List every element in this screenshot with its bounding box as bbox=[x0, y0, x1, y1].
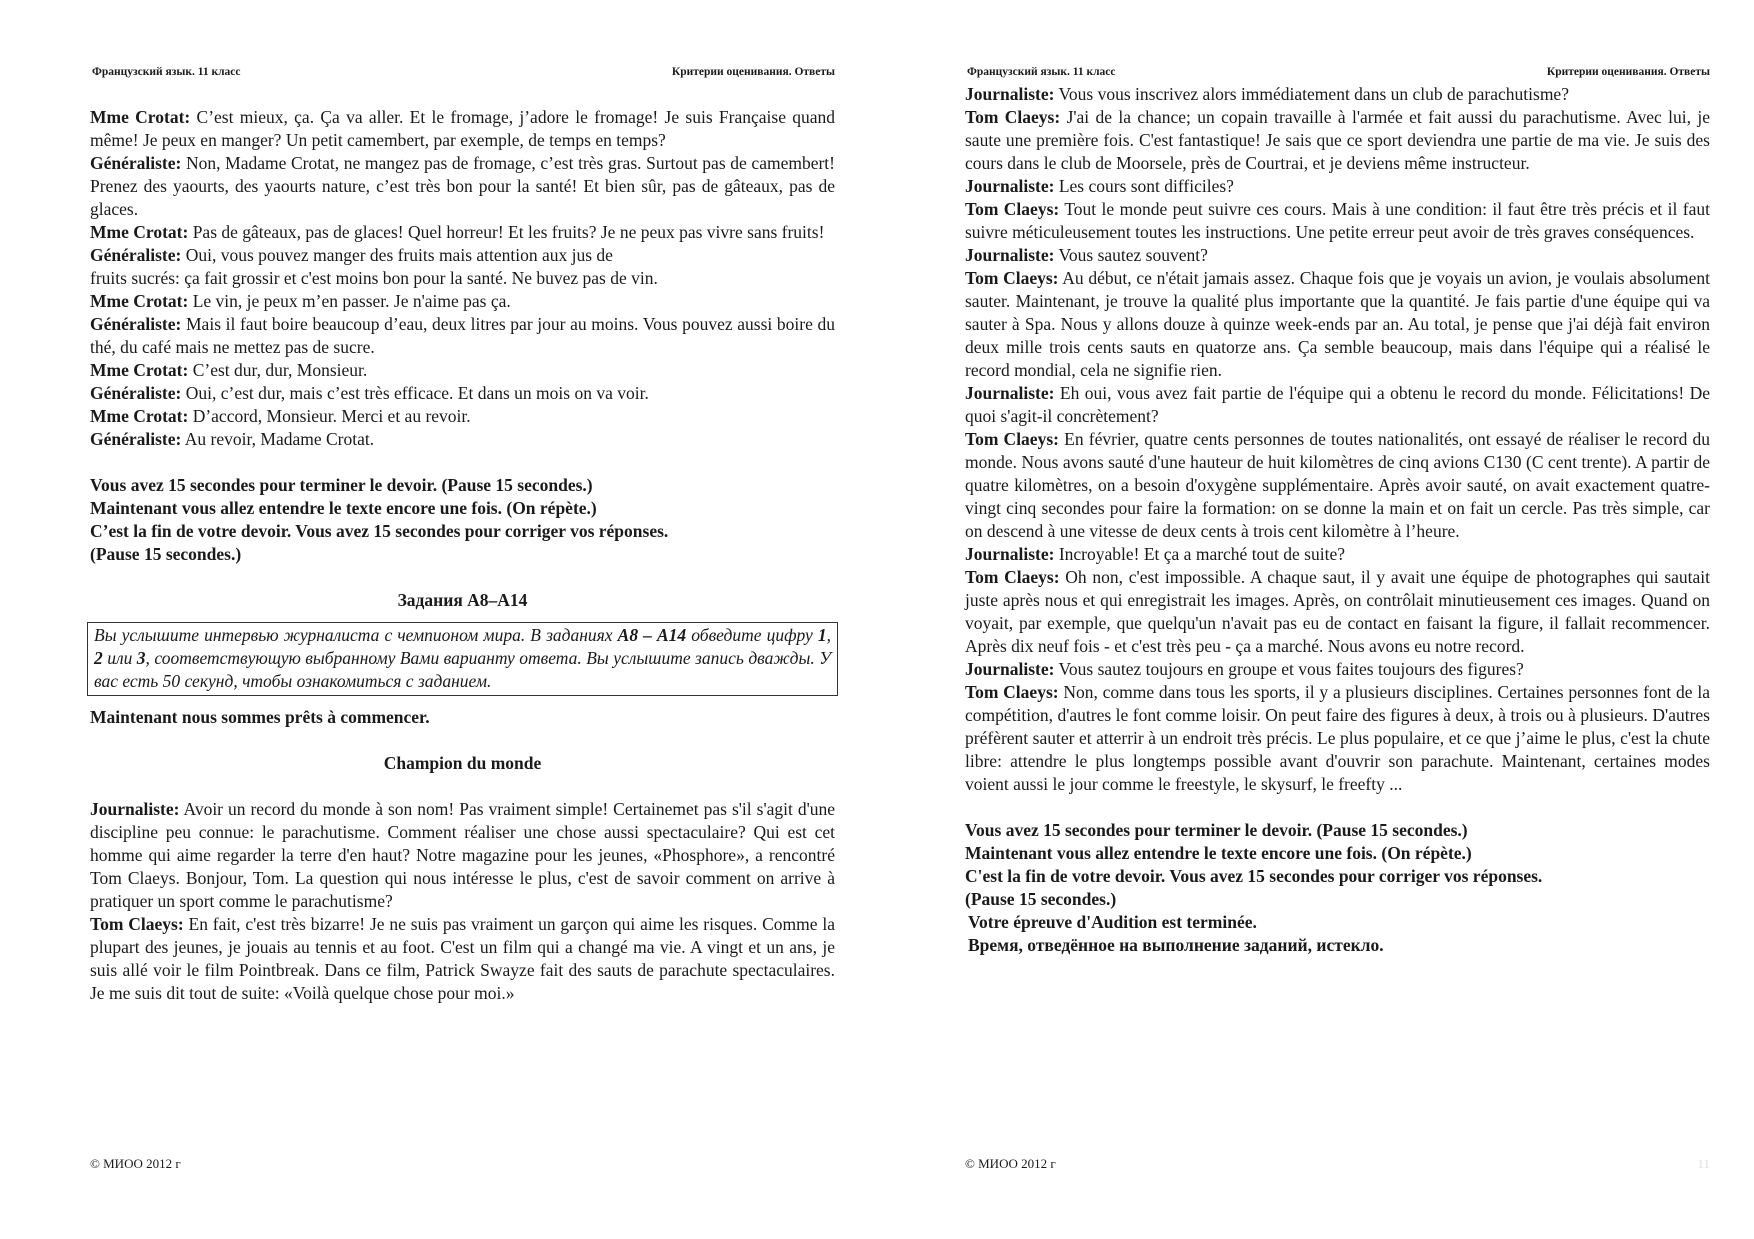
instruction-line: Maintenant vous allez entendre le texte encore une fois. (On répète.) bbox=[90, 498, 597, 518]
header-subject: Французский язык. 11 класс bbox=[92, 66, 241, 78]
exam-end-line: Votre épreuve d'Audition est terminée. bbox=[968, 912, 1257, 932]
start-line: Maintenant nous sommes prêts à commencer. bbox=[90, 707, 430, 727]
dialogue-line: Généraliste: Oui, c’est dur, mais c’est très efficace. Et dans un mois on va voir. bbox=[90, 383, 649, 403]
speaker: Généraliste: bbox=[90, 245, 182, 265]
speaker: Généraliste: bbox=[90, 153, 182, 173]
instruction-line: C’est la fin de votre devoir. Vous avez 15 secondes pour corriger vos réponses. bbox=[90, 521, 669, 541]
speaker: Tom Claeys: bbox=[965, 268, 1059, 288]
dialogue-line: Généraliste: Mais il faut boire beaucoup d’eau, deux litres par jour au moins. Vous pouvez aussi boire du thé, du café mais ne mettez pas de sucre. bbox=[90, 314, 836, 357]
speaker: Tom Claeys: bbox=[965, 429, 1059, 449]
speaker: Généraliste: bbox=[90, 383, 182, 403]
speaker: Journaliste: bbox=[965, 544, 1055, 564]
dialogue-line: Journaliste: Eh oui, vous avez fait partie de l'équipe qui a obtenu le record du monde. Félicitations! De quoi s'agit-il concrètement? bbox=[965, 383, 1710, 426]
instructions bbox=[90, 474, 835, 566]
dialogue-champion bbox=[90, 798, 835, 1005]
page-body bbox=[965, 83, 1710, 957]
header-section: Критерии оценивания. Ответы bbox=[1546, 66, 1710, 78]
instruction-line: (Pause 15 secondes.) bbox=[90, 544, 242, 564]
page-number: 11 bbox=[1697, 1156, 1710, 1171]
header-subject: Французский язык. 11 класс bbox=[967, 66, 1116, 78]
dialogue-crotat bbox=[90, 106, 835, 451]
dialogue-line: Journaliste: Vous sautez toujours en groupe et vous faites toujours des figures? bbox=[965, 659, 1524, 679]
dialogue-line: Mme Crotat: Pas de gâteaux, pas de glaces! Quel horreur! Et les fruits? Je ne peux pas vivre sans fruits! bbox=[90, 222, 825, 242]
dialogue-line: Mme Crotat: D’accord, Monsieur. Merci et au revoir. bbox=[90, 406, 471, 426]
speaker: Tom Claeys: bbox=[965, 682, 1059, 702]
dialogue-line: Généraliste: Oui, vous pouvez manger des fruits mais attention aux jus de bbox=[90, 245, 613, 265]
speaker: Journaliste: bbox=[965, 659, 1055, 679]
dialogue-line: Mme Crotat: C’est mieux, ça. Ça va aller. Et le fromage, j’adore le fromage! Je suis Française quand même! Je peux en manger? Un petit camembert, par exemple, de temps en temps? bbox=[90, 107, 836, 150]
speaker: Journaliste: bbox=[965, 383, 1055, 403]
speaker: Journaliste: bbox=[965, 245, 1055, 265]
dialogue-interview bbox=[965, 83, 1710, 796]
speaker: Journaliste: bbox=[965, 176, 1055, 196]
dialogue-line: Mme Crotat: Le vin, je peux m’en passer. Je n'aime pas ça. bbox=[90, 291, 511, 311]
instruction-line: Maintenant vous allez entendre le texte encore une fois. (On répète.) bbox=[965, 843, 1472, 863]
speaker: Tom Claeys: bbox=[90, 914, 184, 934]
page-body bbox=[90, 106, 835, 1005]
page-footer: © МИОО 2012 г bbox=[965, 1156, 1056, 1171]
dialogue-line: Tom Claeys: En février, quatre cents personnes de toutes nationalités, ont essayé de réaliser le record du monde. Nous avons sauté d'une hauteur de huit kilomètres de cinq avions C130 (C cent trente). A partir de quatre kilomètres, on a besoin d'oxygène supplémentaire. Après avoir sauté, on avait exactement quatre-vingt cinq secondes pour faire la formation: on se donne la main et on fait un cercle. Pas très simple, car on descend à une vitesse de deux cents à trois cent kilomètre à l’heure. bbox=[965, 429, 1711, 541]
header-section: Критерии оценивания. Ответы bbox=[671, 66, 835, 78]
dialogue-line: Tom Claeys: Au début, ce n'était jamais assez. Chaque fois que je voyais un avion, je voulais absolument sauter. Maintenant, je trouve la qualité plus importante que la quantité. Je fais partie d'une équipe qui va sauter à Spa. Nous y allons douze à quinze week-ends par an. Au total, je pense que j'ai déjà fait environ deux mille trois cents sauts en quatorze ans. Ça semble beaucoup, mais dans l'équipe qui a réalisé le record mondial, cela ne signifie rien. bbox=[965, 268, 1710, 380]
dialogue-line: Journaliste: Les cours sont difficiles? bbox=[965, 176, 1234, 196]
instruction-line: Vous avez 15 secondes pour terminer le devoir. (Pause 15 secondes.) bbox=[90, 475, 593, 495]
speaker: Tom Claeys: bbox=[965, 199, 1060, 219]
speaker: Mme Crotat: bbox=[90, 360, 189, 380]
dialogue-line: Tom Claeys: Oh non, c'est impossible. A chaque saut, il y avait une équipe de photographes qui sautait juste après nous et qui enregistrait les images. Après, on contrôlait minutieusement ces images. Quand on voyait, par exemple, que quelqu'un n'avait pas eu de contact en faisant la figure, il fallait recommencer. Après dix neuf fois - et c'est très peu - ça a marché. Nous avons eu notre record. bbox=[965, 567, 1711, 656]
speaker: Journaliste: bbox=[90, 799, 180, 819]
dialogue-line: Généraliste: Au revoir, Madame Crotat. bbox=[90, 429, 375, 449]
dialogue-line: Généraliste: Non, Madame Crotat, ne mangez pas de fromage, c’est très gras. Surtout pas de camembert! Prenez des yaourts, des yaourts nature, c’est très bon pour la santé! Et bien sûr, pas de gâteaux, pas de glaces. bbox=[90, 153, 835, 219]
time-over-line: Время, отведённое на выполнение заданий, истекло. bbox=[968, 935, 1384, 955]
speaker: Mme Crotat: bbox=[90, 406, 189, 426]
dialogue-line: Journaliste: Vous sautez souvent? bbox=[965, 245, 1208, 265]
page-footer: © МИОО 2012 г bbox=[90, 1156, 181, 1171]
speaker: Mme Crotat: bbox=[90, 291, 189, 311]
instruction-line: (Pause 15 secondes.) bbox=[965, 889, 1117, 909]
dialogue-line: Tom Claeys: Tout le monde peut suivre ces cours. Mais à une condition: il faut être très précis et il faut suivre méticuleusement toutes les instructions. Une petite erreur peut avoir de très graves conséquences. bbox=[965, 199, 1710, 242]
speaker: Tom Claeys: bbox=[965, 567, 1060, 587]
speaker: Mme Crotat: bbox=[90, 222, 189, 242]
speaker: Journaliste: bbox=[965, 84, 1055, 104]
task-instructions-box: Вы услышите интервью журналиста с чемпионом мира. В заданиях А8 – А14 обведите цифру 1, 2 или 3, соответствующую выбранному Вами варианту ответа. Вы услышите запись дважды. У вас есть 50 секунд, чтобы ознакомиться с заданием. bbox=[87, 622, 838, 696]
speaker: Mme Crotat: bbox=[90, 107, 191, 127]
section-title: Задания А8–А14 bbox=[397, 590, 528, 610]
instructions bbox=[965, 819, 1710, 957]
speaker: Tom Claeys: bbox=[965, 107, 1061, 127]
dialogue-line: Tom Claeys: En fait, c'est très bizarre! Je ne suis pas vraiment un garçon qui aime les risques. Comme la plupart des jeunes, je jouais au tennis et au foot. C'est un film qui a changé ma vie. A vingt et un ans, je suis allé voir le film Pointbreak. Dans ce film, Patrick Swayze fait des sauts de parachute spectaculaires. Je me suis dit tout de suite: «Voilà quelque chose pour moi.» bbox=[90, 914, 835, 1003]
story-title: Champion du monde bbox=[383, 753, 542, 773]
dialogue-line: fruits sucrés: ça fait grossir et c'est moins bon pour la santé. Ne buvez pas de vin. bbox=[90, 268, 658, 288]
dialogue-line: Journaliste: Incroyable! Et ça a marché tout de suite? bbox=[965, 544, 1346, 564]
instruction-line: C'est la fin de votre devoir. Vous avez 15 secondes pour corriger vos réponses. bbox=[965, 866, 1543, 886]
dialogue-line: Mme Crotat: C’est dur, dur, Monsieur. bbox=[90, 360, 368, 380]
speaker: Généraliste: bbox=[90, 314, 182, 334]
dialogue-line: Journaliste: Avoir un record du monde à son nom! Pas vraiment simple! Certainemet pas s'il s'agit d'une discipline peu connue: le parachutisme. Comment réaliser une chose aussi spectaculaire? Qui est cet homme qui aime regarder la terre d'en haut? Notre magazine pour les jeunes, «Phosphore», a rencontré Tom Claeys. Bonjour, Tom. La question qui nous intéresse le plus, c'est de savoir comment on arrive à pratiquer un sport comme le parachutisme? bbox=[90, 799, 835, 911]
speaker: Généraliste: bbox=[90, 429, 182, 449]
dialogue-line: Tom Claeys: J'ai de la chance; un copain travaille à l'armée et fait aussi du parachutisme. Avec lui, je saute une première fois. C'est fantastique! Je sais que ce sport deviendra une partie de ma vie. Je suis des cours dans le club de Moorsele, près de Courtrai, et je deviens même instructeur. bbox=[965, 107, 1710, 173]
dialogue-line: Tom Claeys: Non, comme dans tous les sports, il y a plusieurs disciplines. Certaines personnes font de la compétition, d'autres le font comme loisir. On peut faire des figures à deux, à trois ou à plusieurs. D'autres préfèrent sauter et atterrir à un endroit très précis. Le plus populaire, et ce que j’aime le plus, c'est la chute libre: attendre le plus longtemps possible avant d'ouvrir son parachute. Maintenant, certaines modes voient aussi le jour comme le freestyle, le skysurf, le freefty ... bbox=[965, 682, 1710, 794]
instruction-line: Vous avez 15 secondes pour terminer le devoir. (Pause 15 secondes.) bbox=[965, 820, 1468, 840]
dialogue-line: Journaliste: Vous vous inscrivez alors immédiatement dans un club de parachutisme? bbox=[965, 84, 1569, 104]
